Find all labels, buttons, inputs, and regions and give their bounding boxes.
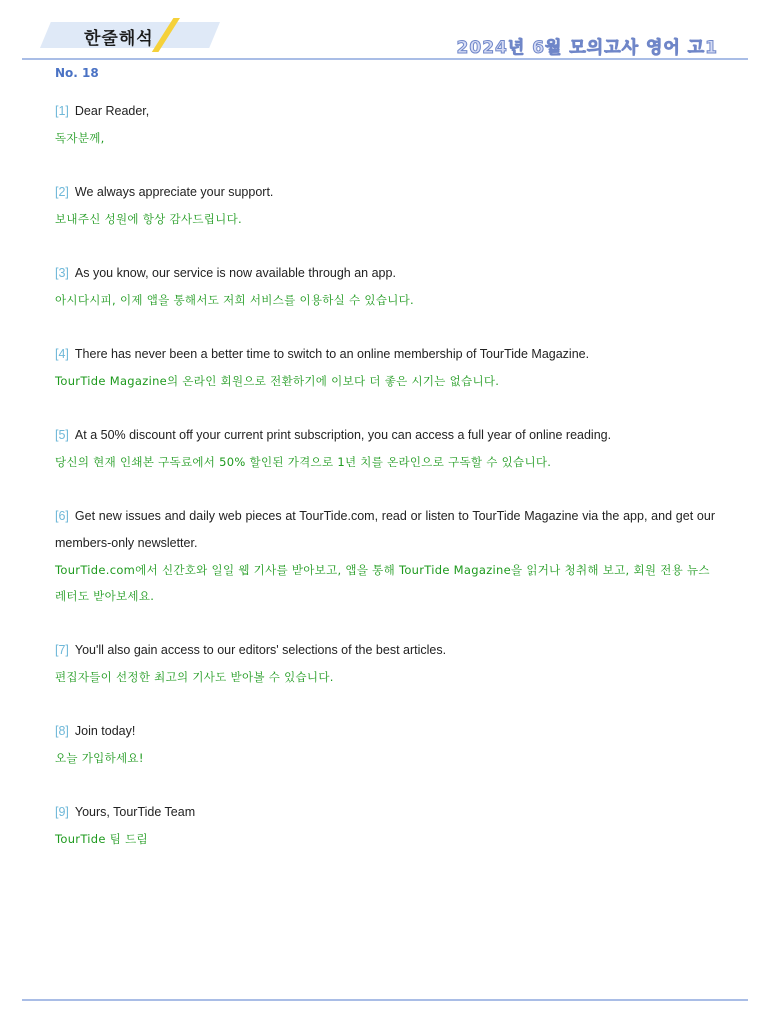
sentence-marker: [2]: [55, 185, 69, 199]
english-text: As you know, our service is now available through an app.: [74, 266, 396, 280]
sentence-block: [55, 422, 715, 475]
sentence-block: [55, 799, 715, 852]
sentence-marker: [6]: [55, 509, 69, 523]
sentence-marker: [1]: [55, 104, 69, 118]
sentence-block: [55, 718, 715, 771]
english-sentence: [55, 718, 715, 745]
english-text: We always appreciate your support.: [74, 185, 274, 199]
english-sentence: [55, 179, 715, 206]
sentence-block: [55, 98, 715, 151]
translation-content: [55, 66, 715, 880]
sentence-marker: [8]: [55, 724, 69, 738]
english-sentence: [55, 341, 715, 368]
english-text: Get new issues and daily web pieces at TourTide.com, read or listen to TourTide Magazine via the app, and get our members-only newsletter.: [55, 509, 715, 550]
sentence-marker: [4]: [55, 347, 69, 361]
english-sentence: [55, 637, 715, 664]
sentence-block: [55, 637, 715, 690]
korean-translation: 당신의 현재 인쇄본 구독료에서 50% 할인된 가격으로 1년 치를 온라인으로 구독할 수 있습니다.: [55, 455, 552, 469]
english-text: Join today!: [74, 724, 136, 738]
korean-translation: 아시다시피, 이제 앱을 통해서도 저희 서비스를 이용하실 수 있습니다.: [55, 293, 415, 307]
english-text: You'll also gain access to our editors' selections of the best articles.: [74, 643, 447, 657]
sentence-marker: [5]: [55, 428, 69, 442]
sentence-marker: [9]: [55, 805, 69, 819]
korean-translation: 편집자들이 선정한 최고의 기사도 받아볼 수 있습니다.: [55, 670, 334, 684]
page-header: [0, 0, 768, 62]
korean-translation: TourTide Magazine의 온라인 회원으로 전환하기에 이보다 더 좋은 시기는 없습니다.: [55, 374, 500, 388]
english-text: There has never been a better time to switch to an online membership of TourTide Magazine.: [74, 347, 590, 361]
english-sentence: [55, 503, 715, 557]
exam-title: 2024년 6월 모의고사 영어 고1: [456, 38, 718, 58]
english-text: Dear Reader,: [74, 104, 150, 118]
korean-translation: 오늘 가입하세요!: [55, 751, 144, 765]
question-number: No. 18: [55, 66, 99, 80]
english-sentence: [55, 260, 715, 287]
korean-translation: TourTide 팀 드림: [55, 832, 148, 846]
sentence-marker: [7]: [55, 643, 69, 657]
korean-translation: 독자분께,: [55, 131, 105, 145]
sentence-marker: [3]: [55, 266, 69, 280]
english-sentence: [55, 98, 715, 125]
english-sentence: [55, 422, 715, 449]
english-text: At a 50% discount off your current print subscription, you can access a full year of online reading.: [74, 428, 612, 442]
sentence-block: [55, 503, 715, 609]
korean-translation: TourTide.com에서 신간호와 일일 웹 기사를 받아보고, 앱을 통해 TourTide Magazine을 읽거나 청취해 보고, 회원 전용 뉴스레터도 받아보세요.: [55, 563, 710, 603]
sentence-block: [55, 260, 715, 313]
sentence-block: [55, 179, 715, 232]
english-sentence: [55, 799, 715, 826]
top-divider: [22, 58, 748, 60]
header-badge-label: 한줄해석: [84, 29, 154, 49]
sentence-block: [55, 341, 715, 394]
bottom-divider: [22, 999, 748, 1001]
korean-translation: 보내주신 성원에 항상 감사드립니다.: [55, 212, 242, 226]
english-text: Yours, TourTide Team: [74, 805, 196, 819]
